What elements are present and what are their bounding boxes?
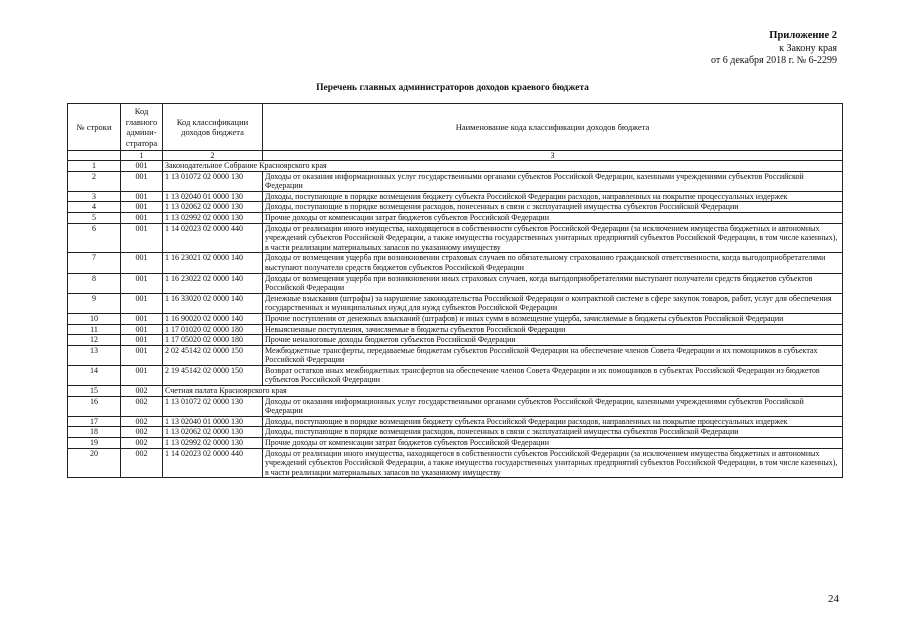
code-name: Доходы от возмещения ущерба при возникновении иных страховых случаев, когда выгодоприобретателями выступают получатели средств бюджетов субъектов Российской Федерации (263, 273, 843, 293)
code-name: Доходы от реализации иного имущества, находящегося в собственности субъектов Российской Федерации (за исключением имущества бюджетных и автономных учреждений субъектов Российской Федерации, а также имущества государственных унитарных предприятий субъектов Российской Федерации, в том числе казенных), в части реализации материальных запасов по указанному имуществу (263, 448, 843, 478)
table-row (68, 438, 843, 449)
code-name: Доходы, поступающие в порядке возмещения бюджету субъекта Российской Федерации расходов, направленных на покрытие процессуальных издержек (263, 416, 843, 427)
row-number: 13 (68, 345, 121, 365)
table-row (68, 345, 843, 365)
row-number: 18 (68, 427, 121, 438)
row-number: 14 (68, 365, 121, 385)
classification-code: 1 13 01072 02 0000 130 (163, 171, 263, 191)
table-row (68, 416, 843, 427)
row-number: 4 (68, 202, 121, 213)
row-number: 9 (68, 293, 121, 313)
admin-code: 001 (121, 345, 163, 365)
row-number: 3 (68, 191, 121, 202)
admin-code: 001 (121, 212, 163, 223)
row-number: 15 (68, 386, 121, 397)
classification-code: 1 13 01072 02 0000 130 (163, 396, 263, 416)
admin-code: 001 (121, 313, 163, 324)
header-row-number: № строки (68, 104, 121, 151)
admin-code: 001 (121, 324, 163, 335)
row-number: 17 (68, 416, 121, 427)
row-number: 7 (68, 253, 121, 273)
row-number: 1 (68, 161, 121, 172)
row-number: 2 (68, 171, 121, 191)
table-row (68, 427, 843, 438)
classification-code: 1 16 33020 02 0000 140 (163, 293, 263, 313)
administrator-name: Счетная палата Красноярского края (163, 386, 843, 397)
table-row (68, 191, 843, 202)
table-row (68, 335, 843, 346)
table-row (68, 273, 843, 293)
column-number: 1 (121, 151, 163, 161)
classification-code: 1 13 02040 01 0000 130 (163, 191, 263, 202)
row-number: 20 (68, 448, 121, 478)
admin-code: 002 (121, 416, 163, 427)
appendix-block (711, 30, 837, 68)
admin-code: 002 (121, 448, 163, 478)
classification-code: 2 02 45142 02 0000 150 (163, 345, 263, 365)
column-number: 2 (163, 151, 263, 161)
row-number: 16 (68, 396, 121, 416)
header-classification-code: Код классификации доходов бюджета (163, 104, 263, 151)
table-row (68, 202, 843, 213)
classification-code: 1 13 02992 02 0000 130 (163, 438, 263, 449)
row-number: 6 (68, 223, 121, 253)
table-row (68, 448, 843, 478)
column-number (68, 151, 121, 161)
admin-code: 001 (121, 335, 163, 346)
column-numbering-row (68, 151, 843, 161)
code-name: Доходы, поступающие в порядке возмещения бюджету субъекта Российской Федерации расходов, направленных на покрытие процессуальных издержек (263, 191, 843, 202)
classification-code: 1 13 02062 02 0000 130 (163, 427, 263, 438)
code-name: Доходы, поступающие в порядке возмещения расходов, понесенных в связи с эксплуатацией имущества субъектов Российской Федерации (263, 202, 843, 213)
admin-code: 001 (121, 171, 163, 191)
table-header-row (68, 104, 843, 151)
classification-code: 1 13 02992 02 0000 130 (163, 212, 263, 223)
admin-code: 001 (121, 253, 163, 273)
table-row (68, 212, 843, 223)
classification-code: 1 13 02062 02 0000 130 (163, 202, 263, 213)
code-name: Прочие поступления от денежных взысканий (штрафов) и иных сумм в возмещение ущерба, зачисляемые в бюджеты субъектов Российской Федерации (263, 313, 843, 324)
code-name: Прочие доходы от компенсации затрат бюджетов субъектов Российской Федерации (263, 438, 843, 449)
classification-code: 1 14 02023 02 0000 440 (163, 223, 263, 253)
appendix-date-line: от 6 декабря 2018 г. № 6-2299 (711, 55, 837, 66)
header-admin-code: Код главного админи-стратора (121, 104, 163, 151)
appendix-title: Приложение 2 (769, 30, 837, 41)
row-number: 11 (68, 324, 121, 335)
document-title: Перечень главных администраторов доходов краевого бюджета (316, 83, 589, 93)
table-row (68, 253, 843, 273)
table-row (68, 293, 843, 313)
code-name: Доходы от реализации иного имущества, находящегося в собственности субъектов Российской Федерации (за исключением имущества бюджетных и автономных учреждений субъектов Российской Федерации, а также имущества государственных унитарных предприятий субъектов Российской Федерации, в том числе казенных), в части реализации материальных запасов по указанному имуществу (263, 223, 843, 253)
code-name: Денежные взыскания (штрафы) за нарушение законодательства Российской Федерации о контрактной системе в сфере закупок товаров, работ, услуг для обеспечения государственных и муниципальных нужд для нужд субъектов Российской Федерации (263, 293, 843, 313)
table-row (68, 324, 843, 335)
code-name: Прочие неналоговые доходы бюджетов субъектов Российской Федерации (263, 335, 843, 346)
classification-code: 1 13 02040 01 0000 130 (163, 416, 263, 427)
classification-code: 1 17 01020 02 0000 180 (163, 324, 263, 335)
classification-code: 1 17 05020 02 0000 180 (163, 335, 263, 346)
table-row (68, 171, 843, 191)
row-number: 12 (68, 335, 121, 346)
table-row (68, 386, 843, 397)
admin-code: 001 (121, 191, 163, 202)
admin-code: 002 (121, 427, 163, 438)
classification-code: 1 16 23022 02 0000 140 (163, 273, 263, 293)
admin-code: 001 (121, 161, 163, 172)
admin-code: 002 (121, 386, 163, 397)
admin-code: 001 (121, 273, 163, 293)
code-name: Доходы от оказания информационных услуг государственными органами субъектов Российской Федерации, казенными учреждениями субъектов Российской Федерации (263, 396, 843, 416)
admin-code: 002 (121, 438, 163, 449)
code-name: Возврат остатков иных межбюджетных трансфертов на обеспечение членов Совета Федерации и их помощников в субъектах Российской Федерации из бюджетов субъектов Российской Федерации (263, 365, 843, 385)
column-number: 3 (263, 151, 843, 161)
code-name: Доходы от возмещения ущерба при возникновении страховых случаев по обязательному страхованию гражданской ответственности, когда выгодоприобретателями выступают получатели средств бюджетов субъектов Российской Федерации (263, 253, 843, 273)
administrator-name: Законодательное Собрание Красноярского края (163, 161, 843, 172)
classification-code: 1 14 02023 02 0000 440 (163, 448, 263, 478)
table-row (68, 161, 843, 172)
appendix-law-line: к Закону края (779, 42, 837, 54)
row-number: 8 (68, 273, 121, 293)
row-number: 19 (68, 438, 121, 449)
code-name: Доходы от оказания информационных услуг государственными органами субъектов Российской Федерации, казенными учреждениями субъектов Российской Федерации (263, 171, 843, 191)
row-number: 10 (68, 313, 121, 324)
header-code-name: Наименование кода классификации доходов бюджета (263, 104, 843, 151)
code-name: Доходы, поступающие в порядке возмещения расходов, понесенных в связи с эксплуатацией имущества субъектов Российской Федерации (263, 427, 843, 438)
table-row (68, 313, 843, 324)
admin-code: 001 (121, 223, 163, 253)
page-number: 24 (828, 593, 839, 605)
admin-code: 001 (121, 365, 163, 385)
code-name: Прочие доходы от компенсации затрат бюджетов субъектов Российской Федерации (263, 212, 843, 223)
table-row (68, 223, 843, 253)
admin-code: 001 (121, 293, 163, 313)
administrators-table (67, 103, 843, 478)
admin-code: 001 (121, 202, 163, 213)
admin-code: 002 (121, 396, 163, 416)
classification-code: 2 19 45142 02 0000 150 (163, 365, 263, 385)
classification-code: 1 16 90020 02 0000 140 (163, 313, 263, 324)
table-row (68, 396, 843, 416)
code-name: Межбюджетные трансферты, передаваемые бюджетам субъектов Российской Федерации на обеспечение членов Совета Федерации и их помощников в субъектах Российской Федерации (263, 345, 843, 365)
row-number: 5 (68, 212, 121, 223)
table-row (68, 365, 843, 385)
classification-code: 1 16 23021 02 0000 140 (163, 253, 263, 273)
code-name: Невыясненные поступления, зачисляемые в бюджеты субъектов Российской Федерации (263, 324, 843, 335)
